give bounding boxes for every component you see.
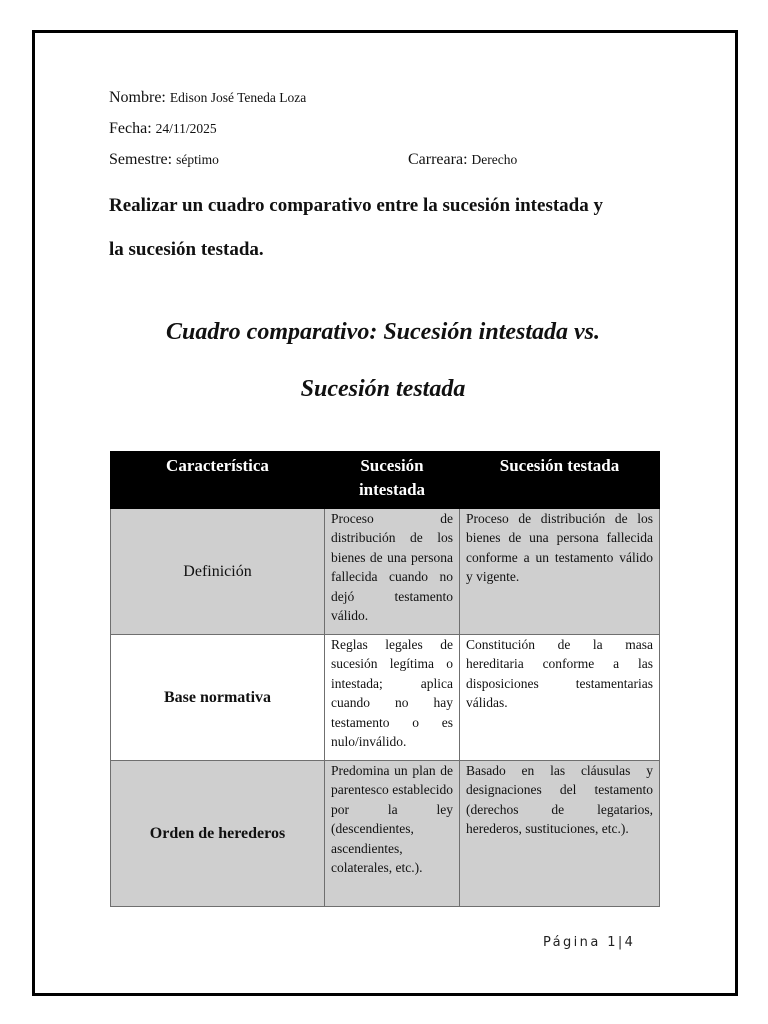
column-header-feature: Característica [111,452,325,509]
name-value: Edison José Teneda Loza [169,90,307,105]
name-label: Nombre: [109,89,166,106]
intestada-cell: Predomina un plan de parentesco establecido por la ley (descendientes, ascendientes, colaterales, etc.). [325,761,460,907]
page-number: Página 1|4 [543,935,636,950]
task-heading-line2: la sucesión testada. [109,239,264,260]
testada-cell: Proceso de distribución de los bienes de una persona fallecida conforme a un testamento válido y vigente. [460,509,660,635]
task-heading-line1: Realizar un cuadro comparativo entre la sucesión intestada y [109,195,603,216]
document-title-line2: Sucesión testada [300,376,466,402]
table-row-definicion [111,509,660,635]
date-label: Fecha: [109,120,152,137]
column-header-intestada: Sucesión intestada [325,452,460,509]
document-title-line1: Cuadro comparativo: Sucesión intestada vs. [165,319,601,345]
table-row-orden-herederos [111,761,660,907]
intestada-cell: Proceso de distribución de los bienes de una persona fallecida cuando no dejó testamento válido. [325,509,460,635]
testada-cell: Basado en las cláusulas y designaciones del testamento (derechos de legatarios, herederos, sustituciones, etc.). [460,761,660,907]
career-value: Derecho [471,152,518,167]
table-row-base-normativa [111,635,660,761]
career-label: Carreara: [408,151,468,168]
table-header-row [111,452,660,509]
intestada-cell: Reglas legales de sucesión legítima o intestada; aplica cuando no hay testamento o es nulo/inválido. [325,635,460,761]
testada-cell: Constitución de la masa hereditaria conforme a las disposiciones testamentarias válidas. [460,635,660,761]
name-field [109,88,306,108]
semester-label: Semestre: [109,151,173,168]
feature-cell: Base normativa [111,635,325,761]
feature-cell: Orden de herederos [111,761,325,907]
date-field [109,119,217,139]
date-value: 24/11/2025 [155,121,217,136]
semester-value: séptimo [176,152,219,167]
column-header-testada: Sucesión testada [460,452,660,509]
comparison-table [110,451,660,907]
semester-field [109,150,219,170]
career-field [408,150,517,170]
feature-cell: Definición [111,509,325,635]
